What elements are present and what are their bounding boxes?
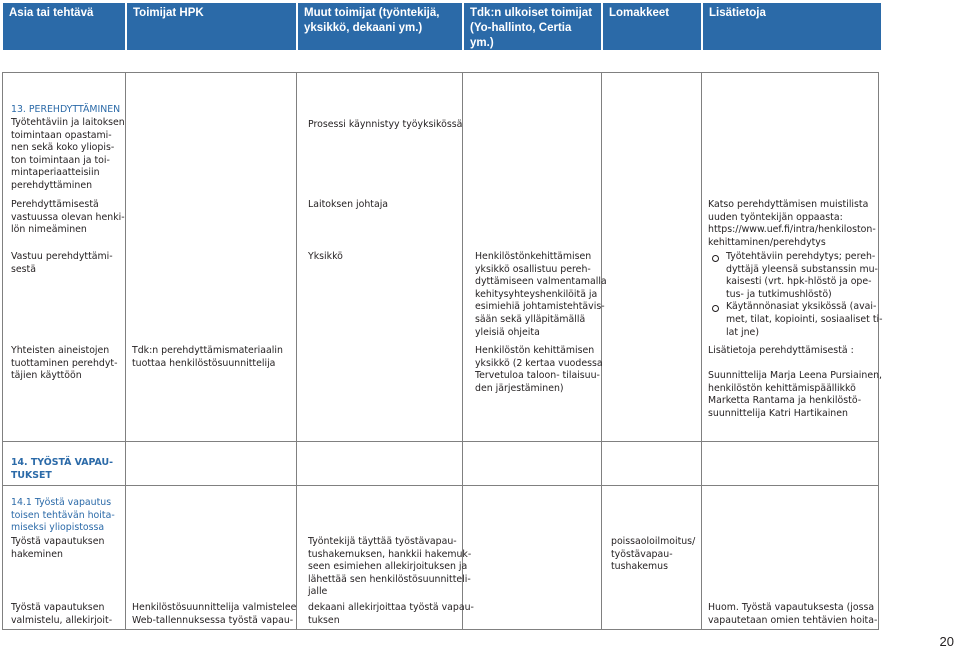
s13-other-unit: Yksikkö bbox=[308, 251, 343, 262]
col-divider bbox=[296, 72, 297, 630]
header-col-task: Asia tai tehtävä bbox=[3, 3, 127, 50]
bullet-item: Työtehtäviin perehdytys; pereh- dyttäjä yleensä substanssin mu- kaisesti (vrt. hpk-hlöstö ja ope- tus- ja tutkimushlöstö) bbox=[708, 251, 883, 301]
s13-external-hr-unit: Henkilöstönkehittämisen yksikkö osallistuu pereh- dyttämiseen valmentamalla kehitysyhteyshenkilöitä ja esimiehiä johtamistehtävis- sään sekä ylläpitämällä yleisiä ohjeita bbox=[475, 251, 607, 338]
s14-other-application: Työntekijä täyttää työstävapau- tushakemuksen, hankkii hakemuk- seen esimiehen allekirjoituksen ja lähettää sen henkilöstösuunnitteli- jalle bbox=[308, 536, 472, 598]
s13-info-contacts: Lisätietoja perehdyttämisestä : Suunnittelija Marja Leena Pursiainen, henkilöstön kehittämispäällikkö Marketta Rantama ja henkilöstö- suunnittelija Katri Hartikainen bbox=[708, 345, 883, 419]
s14-other-signature: dekaani allekirjoittaa työstä vapau- tuksen bbox=[308, 602, 474, 626]
row-divider bbox=[2, 441, 879, 442]
header-col-other: Muut toimijat (työntekijä, yksikkö, dekaani ym.) bbox=[298, 3, 464, 50]
bullet-icon bbox=[712, 255, 719, 262]
s13-hpk-materials: Tdk:n perehdyttämismateriaalin tuottaa henkilöstösuunnittelija bbox=[132, 345, 283, 369]
bullet-item: Käytännönasiat yksikössä (avai- met, tilat, kopiointi, sosiaaliset ti- lat jne) bbox=[708, 301, 883, 339]
section-13-title: 13. PEREHDYTTÄMINEN bbox=[11, 104, 121, 115]
s14-hpk-preparation: Henkilöstösuunnittelija valmistelee Web-tallennuksessa työstä vapau- bbox=[132, 602, 297, 626]
section-14-title: 14. TYÖSTÄ VAPAU- TUKSET bbox=[11, 457, 113, 481]
s14-task-preparation: Työstä vapautuksen valmistelu, allekirjoit- bbox=[11, 602, 113, 626]
s13-task-responsible-person: Perehdyttämisestä vastuussa olevan henki- lön nimeäminen bbox=[11, 199, 125, 236]
table-header bbox=[2, 2, 882, 51]
s13-task-responsibility: Vastuu perehdyttämi- sestä bbox=[11, 251, 113, 275]
header-col-external: Tdk:n ulkoiset toimijat (Yo-hallinto, Certia ym.) bbox=[464, 3, 603, 50]
s13-info-bullets bbox=[708, 251, 883, 339]
row-divider bbox=[2, 485, 879, 486]
s14-info-note: Huom. Työstä vapautuksesta (jossa vapautetaan omien tehtävien hoita- bbox=[708, 602, 878, 626]
header-col-hpk: Toimijat HPK bbox=[127, 3, 298, 50]
col-divider bbox=[701, 72, 702, 630]
page-number: 20 bbox=[939, 634, 954, 649]
s13-task-materials: Yhteisten aineistojen tuottaminen perehdyt- täjien käyttöön bbox=[11, 345, 118, 382]
bullet-icon bbox=[712, 305, 719, 312]
s14-subsection-title: 14.1 Työstä vapautus toisen tehtävän hoita- miseksi yliopistossa bbox=[11, 497, 115, 534]
s13-task-orientation: Työtehtäviin ja laitoksen toimintaan opastami- nen sekä koko yliopis- ton toimintaan ja toi- mintaperiaatteisiin perehdyttäminen bbox=[11, 117, 125, 191]
process-table bbox=[2, 72, 883, 630]
s14-task-application: Työstä vapautuksen hakeminen bbox=[11, 536, 105, 560]
s13-external-welcome-event: Henkilöstön kehittämisen yksikkö (2 kertaa vuodessa Tervetuloa taloon- tilaisuu- den järjestäminen) bbox=[475, 345, 603, 394]
header-col-info: Lisätietoja bbox=[703, 3, 881, 50]
s14-forms-application: poissaoloilmoitus/ työstävapau- tushakemus bbox=[611, 536, 696, 573]
s13-info-checklist: Katso perehdyttämisen muistilista uuden työntekijän oppaasta: https://www.uef.fi/intra/henkiloston- kehittaminen/perehdytys bbox=[708, 199, 876, 248]
s13-other-process: Prosessi käynnistyy työyksikössä bbox=[308, 119, 463, 130]
col-divider bbox=[125, 72, 126, 630]
header-col-forms: Lomakkeet bbox=[603, 3, 703, 50]
s13-other-head: Laitoksen johtaja bbox=[308, 199, 389, 210]
